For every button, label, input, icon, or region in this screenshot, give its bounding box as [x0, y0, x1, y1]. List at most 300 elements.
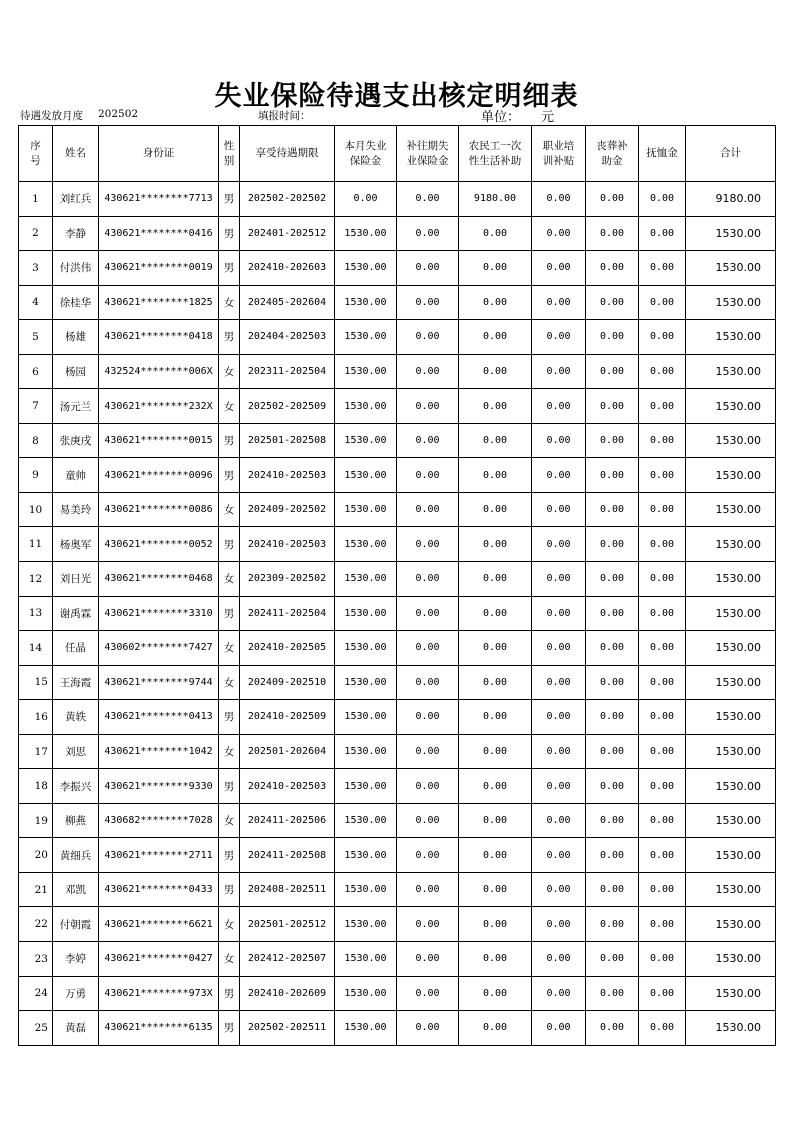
cell-name: 任晶 — [53, 631, 99, 666]
cell-id-number: 430621********0015 — [99, 423, 219, 458]
cell-funeral-subsidy: 0.00 — [586, 700, 639, 735]
cell-seq: 19 — [19, 803, 53, 838]
cell-name: 杨雄 — [53, 320, 99, 355]
cell-total: 1530.00 — [686, 354, 776, 389]
cell-period: 202411-202506 — [240, 803, 335, 838]
cell-funeral-subsidy: 0.00 — [586, 458, 639, 493]
cell-farmer-subsidy: 0.00 — [459, 700, 532, 735]
cell-back-benefit: 0.00 — [397, 492, 459, 527]
cell-training-subsidy: 0.00 — [532, 700, 586, 735]
cell-pension: 0.00 — [639, 285, 686, 320]
cell-pension: 0.00 — [639, 700, 686, 735]
cell-id-number: 430621********0468 — [99, 562, 219, 597]
table-row — [19, 285, 776, 320]
cell-pension: 0.00 — [639, 769, 686, 804]
cell-name: 杨园 — [53, 354, 99, 389]
cell-farmer-subsidy: 0.00 — [459, 458, 532, 493]
cell-current-benefit: 0.00 — [335, 182, 397, 217]
table-row — [19, 458, 776, 493]
cell-farmer-subsidy: 9180.00 — [459, 182, 532, 217]
cell-farmer-subsidy: 0.00 — [459, 285, 532, 320]
period-label: 待遇发放月度 — [20, 110, 83, 122]
cell-name: 付洪伟 — [53, 251, 99, 286]
cell-id-number: 430621********1042 — [99, 734, 219, 769]
cell-period: 202410-202505 — [240, 631, 335, 666]
table-body — [19, 182, 776, 1046]
cell-back-benefit: 0.00 — [397, 527, 459, 562]
table-row — [19, 700, 776, 735]
cell-farmer-subsidy: 0.00 — [459, 251, 532, 286]
table-row — [19, 631, 776, 666]
cell-training-subsidy: 0.00 — [532, 527, 586, 562]
cell-total: 1530.00 — [686, 285, 776, 320]
cell-total: 1530.00 — [686, 769, 776, 804]
cell-name: 杨奥军 — [53, 527, 99, 562]
cell-period: 202408-202511 — [240, 872, 335, 907]
cell-funeral-subsidy: 0.00 — [586, 769, 639, 804]
cell-id-number: 430621********1825 — [99, 285, 219, 320]
cell-training-subsidy: 0.00 — [532, 631, 586, 666]
cell-gender: 男 — [219, 1011, 240, 1046]
cell-name: 邓凯 — [53, 872, 99, 907]
cell-training-subsidy: 0.00 — [532, 942, 586, 977]
cell-current-benefit: 1530.00 — [335, 216, 397, 251]
cell-back-benefit: 0.00 — [397, 182, 459, 217]
cell-current-benefit: 1530.00 — [335, 251, 397, 286]
cell-seq: 12 — [19, 562, 53, 597]
cell-total: 1530.00 — [686, 389, 776, 424]
cell-training-subsidy: 0.00 — [532, 596, 586, 631]
cell-name: 李婷 — [53, 942, 99, 977]
cell-total: 1530.00 — [686, 734, 776, 769]
cell-back-benefit: 0.00 — [397, 354, 459, 389]
cell-current-benefit: 1530.00 — [335, 665, 397, 700]
cell-pension: 0.00 — [639, 354, 686, 389]
cell-gender: 男 — [219, 182, 240, 217]
header-pension: 抚恤金 — [639, 126, 686, 182]
cell-total: 1530.00 — [686, 596, 776, 631]
cell-current-benefit: 1530.00 — [335, 596, 397, 631]
cell-total: 1530.00 — [686, 631, 776, 666]
cell-total: 1530.00 — [686, 838, 776, 873]
cell-period: 202501-202512 — [240, 907, 335, 942]
cell-pension: 0.00 — [639, 492, 686, 527]
cell-gender: 女 — [219, 285, 240, 320]
cell-name: 谢禹霖 — [53, 596, 99, 631]
cell-training-subsidy: 0.00 — [532, 354, 586, 389]
cell-seq: 15 — [19, 665, 53, 700]
cell-training-subsidy: 0.00 — [532, 389, 586, 424]
cell-back-benefit: 0.00 — [397, 907, 459, 942]
cell-seq: 2 — [19, 216, 53, 251]
cell-training-subsidy: 0.00 — [532, 285, 586, 320]
cell-total: 1530.00 — [686, 665, 776, 700]
cell-pension: 0.00 — [639, 1011, 686, 1046]
cell-gender: 男 — [219, 216, 240, 251]
cell-name: 童帅 — [53, 458, 99, 493]
cell-seq: 13 — [19, 596, 53, 631]
cell-training-subsidy: 0.00 — [532, 216, 586, 251]
cell-gender: 男 — [219, 527, 240, 562]
cell-period: 202309-202502 — [240, 562, 335, 597]
cell-farmer-subsidy: 0.00 — [459, 389, 532, 424]
cell-seq: 7 — [19, 389, 53, 424]
cell-back-benefit: 0.00 — [397, 838, 459, 873]
cell-seq: 22 — [19, 907, 53, 942]
cell-training-subsidy: 0.00 — [532, 423, 586, 458]
cell-gender: 男 — [219, 320, 240, 355]
table-row — [19, 596, 776, 631]
cell-farmer-subsidy: 0.00 — [459, 423, 532, 458]
table-row — [19, 354, 776, 389]
cell-period: 202410-202503 — [240, 527, 335, 562]
cell-funeral-subsidy: 0.00 — [586, 872, 639, 907]
cell-back-benefit: 0.00 — [397, 458, 459, 493]
cell-period: 202410-202509 — [240, 700, 335, 735]
cell-training-subsidy: 0.00 — [532, 458, 586, 493]
table-row — [19, 665, 776, 700]
cell-gender: 女 — [219, 942, 240, 977]
cell-current-benefit: 1530.00 — [335, 285, 397, 320]
cell-name: 黄轶 — [53, 700, 99, 735]
cell-total: 1530.00 — [686, 1011, 776, 1046]
cell-gender: 男 — [219, 838, 240, 873]
cell-farmer-subsidy: 0.00 — [459, 907, 532, 942]
cell-total: 9180.00 — [686, 182, 776, 217]
cell-current-benefit: 1530.00 — [335, 527, 397, 562]
cell-period: 202401-202512 — [240, 216, 335, 251]
cell-training-subsidy: 0.00 — [532, 182, 586, 217]
cell-current-benefit: 1530.00 — [335, 458, 397, 493]
cell-seq: 20 — [19, 838, 53, 873]
cell-total: 1530.00 — [686, 700, 776, 735]
cell-funeral-subsidy: 0.00 — [586, 803, 639, 838]
cell-period: 202410-202603 — [240, 251, 335, 286]
cell-back-benefit: 0.00 — [397, 872, 459, 907]
cell-seq: 8 — [19, 423, 53, 458]
table-row — [19, 872, 776, 907]
cell-name: 汤元兰 — [53, 389, 99, 424]
cell-id-number: 430621********6621 — [99, 907, 219, 942]
cell-gender: 女 — [219, 389, 240, 424]
cell-name: 徐桂华 — [53, 285, 99, 320]
header-period: 享受待遇期限 — [240, 126, 335, 182]
cell-farmer-subsidy: 0.00 — [459, 872, 532, 907]
header-funeral-subsidy: 丧葬补 助金 — [586, 126, 639, 182]
allowance-detail-table — [18, 125, 776, 1046]
cell-id-number: 430621********0052 — [99, 527, 219, 562]
cell-seq: 3 — [19, 251, 53, 286]
cell-farmer-subsidy: 0.00 — [459, 769, 532, 804]
cell-period: 202405-202604 — [240, 285, 335, 320]
cell-gender: 女 — [219, 803, 240, 838]
cell-current-benefit: 1530.00 — [335, 700, 397, 735]
cell-current-benefit: 1530.00 — [335, 389, 397, 424]
cell-training-subsidy: 0.00 — [532, 562, 586, 597]
cell-id-number: 430621********0096 — [99, 458, 219, 493]
cell-funeral-subsidy: 0.00 — [586, 182, 639, 217]
cell-funeral-subsidy: 0.00 — [586, 1011, 639, 1046]
cell-name: 付朝霞 — [53, 907, 99, 942]
cell-id-number: 430621********0416 — [99, 216, 219, 251]
cell-period: 202502-202509 — [240, 389, 335, 424]
cell-gender: 男 — [219, 700, 240, 735]
table-row — [19, 769, 776, 804]
cell-pension: 0.00 — [639, 734, 686, 769]
cell-total: 1530.00 — [686, 216, 776, 251]
period-value: 202502 — [98, 108, 139, 120]
cell-total: 1530.00 — [686, 423, 776, 458]
cell-farmer-subsidy: 0.00 — [459, 976, 532, 1011]
cell-total: 1530.00 — [686, 562, 776, 597]
cell-back-benefit: 0.00 — [397, 216, 459, 251]
cell-period: 202311-202504 — [240, 354, 335, 389]
cell-name: 易美玲 — [53, 492, 99, 527]
cell-training-subsidy: 0.00 — [532, 492, 586, 527]
cell-id-number: 430621********0086 — [99, 492, 219, 527]
table-row — [19, 1011, 776, 1046]
table-row — [19, 838, 776, 873]
cell-seq: 17 — [19, 734, 53, 769]
cell-id-number: 430621********9330 — [99, 769, 219, 804]
cell-current-benefit: 1530.00 — [335, 942, 397, 977]
cell-back-benefit: 0.00 — [397, 631, 459, 666]
cell-total: 1530.00 — [686, 942, 776, 977]
cell-gender: 男 — [219, 769, 240, 804]
cell-training-subsidy: 0.00 — [532, 665, 586, 700]
cell-gender: 女 — [219, 734, 240, 769]
cell-period: 202502-202511 — [240, 1011, 335, 1046]
cell-funeral-subsidy: 0.00 — [586, 907, 639, 942]
cell-funeral-subsidy: 0.00 — [586, 665, 639, 700]
cell-farmer-subsidy: 0.00 — [459, 320, 532, 355]
table-row — [19, 320, 776, 355]
cell-current-benefit: 1530.00 — [335, 976, 397, 1011]
cell-seq: 25 — [19, 1011, 53, 1046]
cell-id-number: 430621********232X — [99, 389, 219, 424]
cell-id-number: 430682********7028 — [99, 803, 219, 838]
cell-current-benefit: 1530.00 — [335, 354, 397, 389]
header-name: 姓名 — [53, 126, 99, 182]
table-row — [19, 734, 776, 769]
cell-gender: 女 — [219, 907, 240, 942]
cell-id-number: 430602********7427 — [99, 631, 219, 666]
cell-funeral-subsidy: 0.00 — [586, 320, 639, 355]
cell-id-number: 430621********0418 — [99, 320, 219, 355]
cell-pension: 0.00 — [639, 838, 686, 873]
cell-total: 1530.00 — [686, 320, 776, 355]
cell-id-number: 430621********0019 — [99, 251, 219, 286]
cell-pension: 0.00 — [639, 251, 686, 286]
cell-pension: 0.00 — [639, 665, 686, 700]
cell-name: 黄细兵 — [53, 838, 99, 873]
cell-pension: 0.00 — [639, 527, 686, 562]
cell-current-benefit: 1530.00 — [335, 769, 397, 804]
cell-gender: 女 — [219, 665, 240, 700]
cell-name: 李静 — [53, 216, 99, 251]
cell-name: 刘红兵 — [53, 182, 99, 217]
cell-funeral-subsidy: 0.00 — [586, 631, 639, 666]
cell-funeral-subsidy: 0.00 — [586, 285, 639, 320]
cell-farmer-subsidy: 0.00 — [459, 596, 532, 631]
cell-total: 1530.00 — [686, 907, 776, 942]
cell-id-number: 430621********7713 — [99, 182, 219, 217]
cell-training-subsidy: 0.00 — [532, 838, 586, 873]
header-training-subsidy: 职业培 训补贴 — [532, 126, 586, 182]
cell-total: 1530.00 — [686, 872, 776, 907]
cell-back-benefit: 0.00 — [397, 734, 459, 769]
cell-back-benefit: 0.00 — [397, 423, 459, 458]
header-seq: 序 号 — [19, 126, 53, 182]
cell-total: 1530.00 — [686, 458, 776, 493]
cell-pension: 0.00 — [639, 631, 686, 666]
cell-training-subsidy: 0.00 — [532, 976, 586, 1011]
cell-period: 202412-202507 — [240, 942, 335, 977]
cell-period: 202410-202503 — [240, 769, 335, 804]
cell-gender: 男 — [219, 251, 240, 286]
cell-farmer-subsidy: 0.00 — [459, 665, 532, 700]
fill-date-label: 填报时间： — [258, 110, 311, 122]
cell-back-benefit: 0.00 — [397, 700, 459, 735]
cell-pension: 0.00 — [639, 872, 686, 907]
cell-gender: 女 — [219, 354, 240, 389]
cell-back-benefit: 0.00 — [397, 251, 459, 286]
unit-label: 单位： — [481, 110, 521, 125]
cell-training-subsidy: 0.00 — [532, 251, 586, 286]
cell-farmer-subsidy: 0.00 — [459, 492, 532, 527]
cell-back-benefit: 0.00 — [397, 389, 459, 424]
cell-name: 李振兴 — [53, 769, 99, 804]
cell-back-benefit: 0.00 — [397, 976, 459, 1011]
cell-gender: 男 — [219, 976, 240, 1011]
cell-period: 202409-202502 — [240, 492, 335, 527]
table-row — [19, 216, 776, 251]
table-header — [19, 126, 776, 182]
cell-back-benefit: 0.00 — [397, 596, 459, 631]
cell-seq: 24 — [19, 976, 53, 1011]
cell-current-benefit: 1530.00 — [335, 907, 397, 942]
cell-pension: 0.00 — [639, 389, 686, 424]
cell-gender: 女 — [219, 562, 240, 597]
cell-seq: 5 — [19, 320, 53, 355]
cell-pension: 0.00 — [639, 596, 686, 631]
table-row — [19, 182, 776, 217]
cell-id-number: 430621********0433 — [99, 872, 219, 907]
cell-gender: 女 — [219, 492, 240, 527]
cell-current-benefit: 1530.00 — [335, 872, 397, 907]
cell-seq: 6 — [19, 354, 53, 389]
cell-funeral-subsidy: 0.00 — [586, 976, 639, 1011]
cell-seq: 18 — [19, 769, 53, 804]
cell-period: 202410-202609 — [240, 976, 335, 1011]
cell-funeral-subsidy: 0.00 — [586, 389, 639, 424]
cell-back-benefit: 0.00 — [397, 769, 459, 804]
cell-back-benefit: 0.00 — [397, 285, 459, 320]
cell-pension: 0.00 — [639, 803, 686, 838]
table-row — [19, 562, 776, 597]
cell-pension: 0.00 — [639, 562, 686, 597]
cell-training-subsidy: 0.00 — [532, 803, 586, 838]
cell-training-subsidy: 0.00 — [532, 1011, 586, 1046]
cell-funeral-subsidy: 0.00 — [586, 354, 639, 389]
cell-farmer-subsidy: 0.00 — [459, 354, 532, 389]
cell-back-benefit: 0.00 — [397, 320, 459, 355]
cell-period: 202409-202510 — [240, 665, 335, 700]
cell-farmer-subsidy: 0.00 — [459, 942, 532, 977]
cell-training-subsidy: 0.00 — [532, 769, 586, 804]
cell-farmer-subsidy: 0.00 — [459, 734, 532, 769]
cell-funeral-subsidy: 0.00 — [586, 492, 639, 527]
cell-funeral-subsidy: 0.00 — [586, 216, 639, 251]
table-row — [19, 942, 776, 977]
header-gender: 性 别 — [219, 126, 240, 182]
cell-funeral-subsidy: 0.00 — [586, 251, 639, 286]
cell-training-subsidy: 0.00 — [532, 907, 586, 942]
header-back-benefit: 补往期失 业保险金 — [397, 126, 459, 182]
cell-farmer-subsidy: 0.00 — [459, 562, 532, 597]
cell-current-benefit: 1530.00 — [335, 631, 397, 666]
header-total: 合计 — [686, 126, 776, 182]
cell-period: 202411-202508 — [240, 838, 335, 873]
cell-id-number: 430621********973X — [99, 976, 219, 1011]
cell-pension: 0.00 — [639, 423, 686, 458]
cell-total: 1530.00 — [686, 976, 776, 1011]
cell-seq: 23 — [19, 942, 53, 977]
cell-current-benefit: 1530.00 — [335, 562, 397, 597]
cell-back-benefit: 0.00 — [397, 942, 459, 977]
cell-training-subsidy: 0.00 — [532, 872, 586, 907]
cell-name: 张庚戌 — [53, 423, 99, 458]
cell-pension: 0.00 — [639, 216, 686, 251]
cell-training-subsidy: 0.00 — [532, 320, 586, 355]
cell-id-number: 430621********9744 — [99, 665, 219, 700]
cell-period: 202404-202503 — [240, 320, 335, 355]
cell-gender: 男 — [219, 458, 240, 493]
cell-id-number: 430621********2711 — [99, 838, 219, 873]
header-farmer-subsidy: 农民工一次 性生活补助 — [459, 126, 532, 182]
cell-funeral-subsidy: 0.00 — [586, 734, 639, 769]
header-current-benefit: 本月失业 保险金 — [335, 126, 397, 182]
cell-back-benefit: 0.00 — [397, 665, 459, 700]
cell-period: 202411-202504 — [240, 596, 335, 631]
cell-name: 刘日光 — [53, 562, 99, 597]
cell-farmer-subsidy: 0.00 — [459, 838, 532, 873]
cell-current-benefit: 1530.00 — [335, 803, 397, 838]
cell-current-benefit: 1530.00 — [335, 492, 397, 527]
unit-value: 元 — [541, 110, 555, 125]
cell-current-benefit: 1530.00 — [335, 838, 397, 873]
cell-id-number: 430621********0427 — [99, 942, 219, 977]
cell-farmer-subsidy: 0.00 — [459, 1011, 532, 1046]
cell-gender: 男 — [219, 596, 240, 631]
cell-back-benefit: 0.00 — [397, 1011, 459, 1046]
cell-current-benefit: 1530.00 — [335, 423, 397, 458]
cell-period: 202410-202503 — [240, 458, 335, 493]
cell-total: 1530.00 — [686, 527, 776, 562]
cell-funeral-subsidy: 0.00 — [586, 596, 639, 631]
cell-name: 刘思 — [53, 734, 99, 769]
cell-seq: 14 — [19, 631, 53, 666]
cell-period: 202501-202508 — [240, 423, 335, 458]
cell-gender: 男 — [219, 872, 240, 907]
table-row — [19, 907, 776, 942]
cell-funeral-subsidy: 0.00 — [586, 527, 639, 562]
cell-funeral-subsidy: 0.00 — [586, 562, 639, 597]
cell-total: 1530.00 — [686, 492, 776, 527]
cell-gender: 男 — [219, 423, 240, 458]
cell-period: 202501-202604 — [240, 734, 335, 769]
cell-funeral-subsidy: 0.00 — [586, 838, 639, 873]
